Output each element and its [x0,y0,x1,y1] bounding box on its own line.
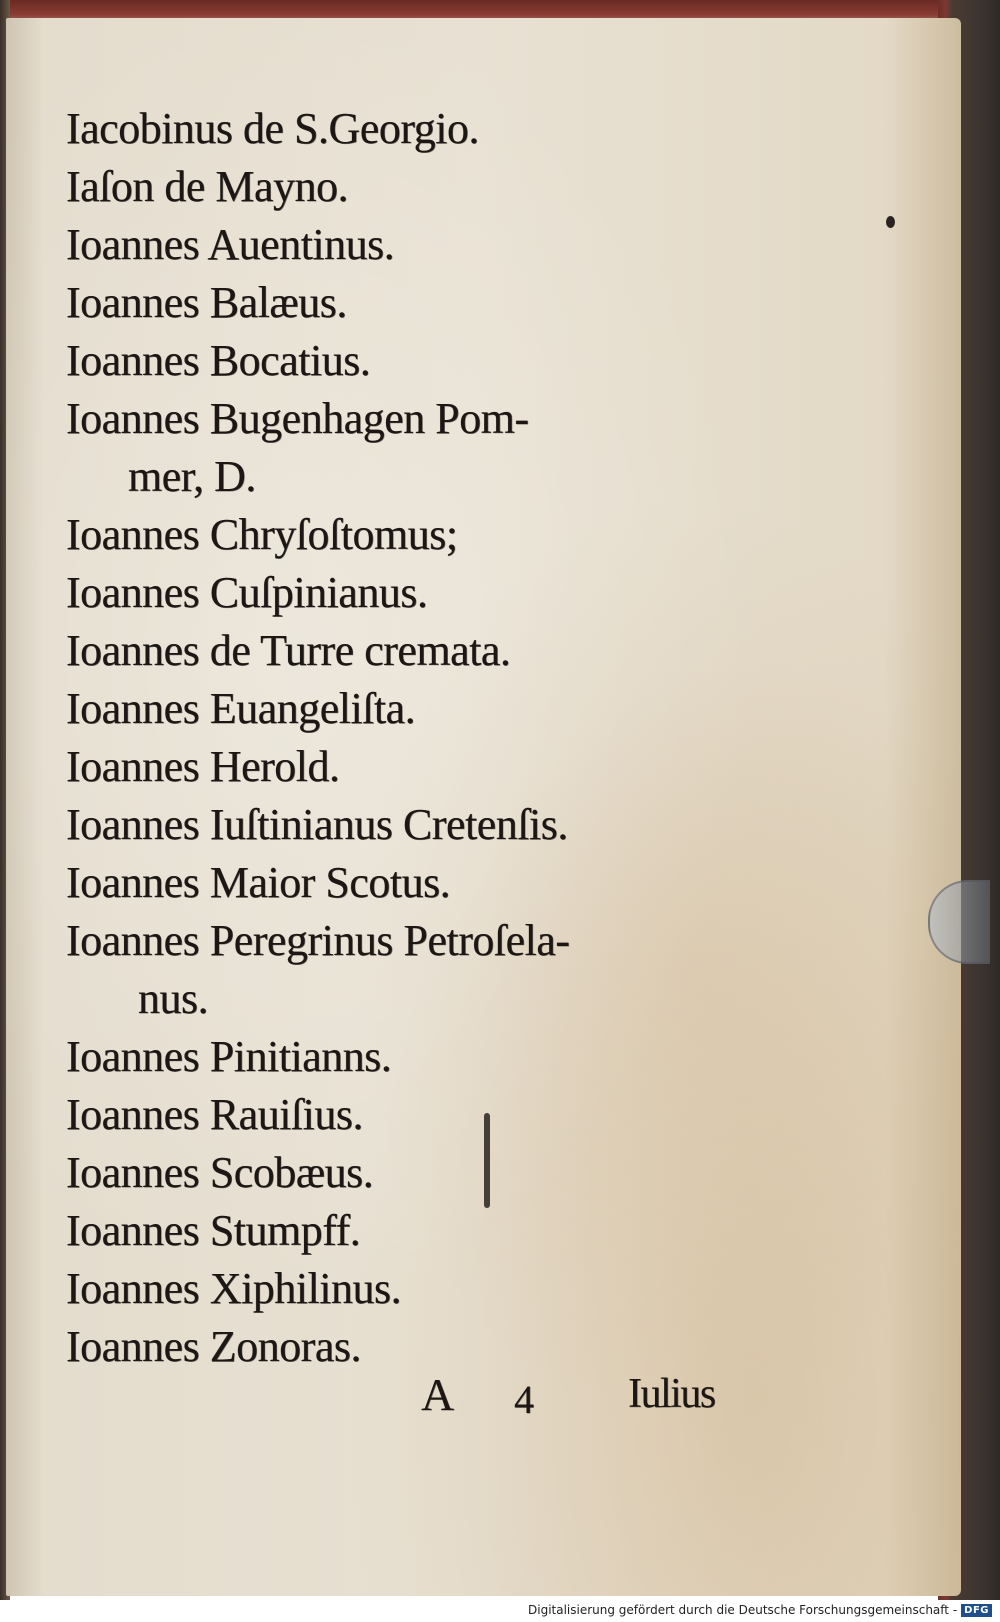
index-entry: Ioannes Maior Scotus. [66,858,451,907]
author-index-list [66,100,786,1376]
dfg-logo: DFG [961,1604,992,1617]
signature-mark: A [421,1369,455,1420]
index-entry: Ioannes Pinitianns. [66,1032,392,1081]
index-entry: Ioannes Rauiſius. [66,1090,364,1139]
index-entry: Ioannes de Turre cremata. [66,626,511,675]
page-footer [6,1368,961,1438]
index-entry: Ioannes Balæus. [66,278,347,327]
index-entry: Ioannes Herold. [66,742,340,791]
index-entry: Ioannes Euangeliſta. [66,684,416,733]
ink-speck [886,216,895,228]
index-entry-continuation: mer, D. [128,452,256,501]
index-entry: Ioannes Peregrinus Petroſela- [66,916,570,965]
signature-number: 4 [514,1377,534,1422]
index-entry: Ioannes Xiphilinus. [66,1264,402,1313]
index-entry: Ioannes Iuſtinianus Cretenſis. [66,800,568,849]
ink-stroke-mark [484,1113,490,1208]
index-entry: Ioannes Chryſoſtomus; [66,510,458,559]
paper-page [6,18,961,1596]
index-entry: Ioannes Bugenhagen Pom- [66,394,529,443]
index-entry: Ioannes Bocatius. [66,336,371,385]
index-entry: Iacobinus de S.Georgio. [66,104,479,153]
index-entry: Iaſon de Mayno. [66,162,349,211]
index-entry: Ioannes Auentinus. [66,220,395,269]
digitization-credit [528,1600,992,1620]
credit-text: Digitalisierung gefördert durch die Deutsche Forschungsgemeinschaft - [528,1603,958,1617]
index-entry: Ioannes Stumpff. [66,1206,361,1255]
index-entry: Ioannes Cuſpinianus. [66,568,428,617]
index-entry-continuation: nus. [138,974,209,1023]
index-entry: Ioannes Scobæus. [66,1148,374,1197]
catchword: Iulius [628,1371,715,1417]
index-entry: Ioannes Zonoras. [66,1322,362,1371]
